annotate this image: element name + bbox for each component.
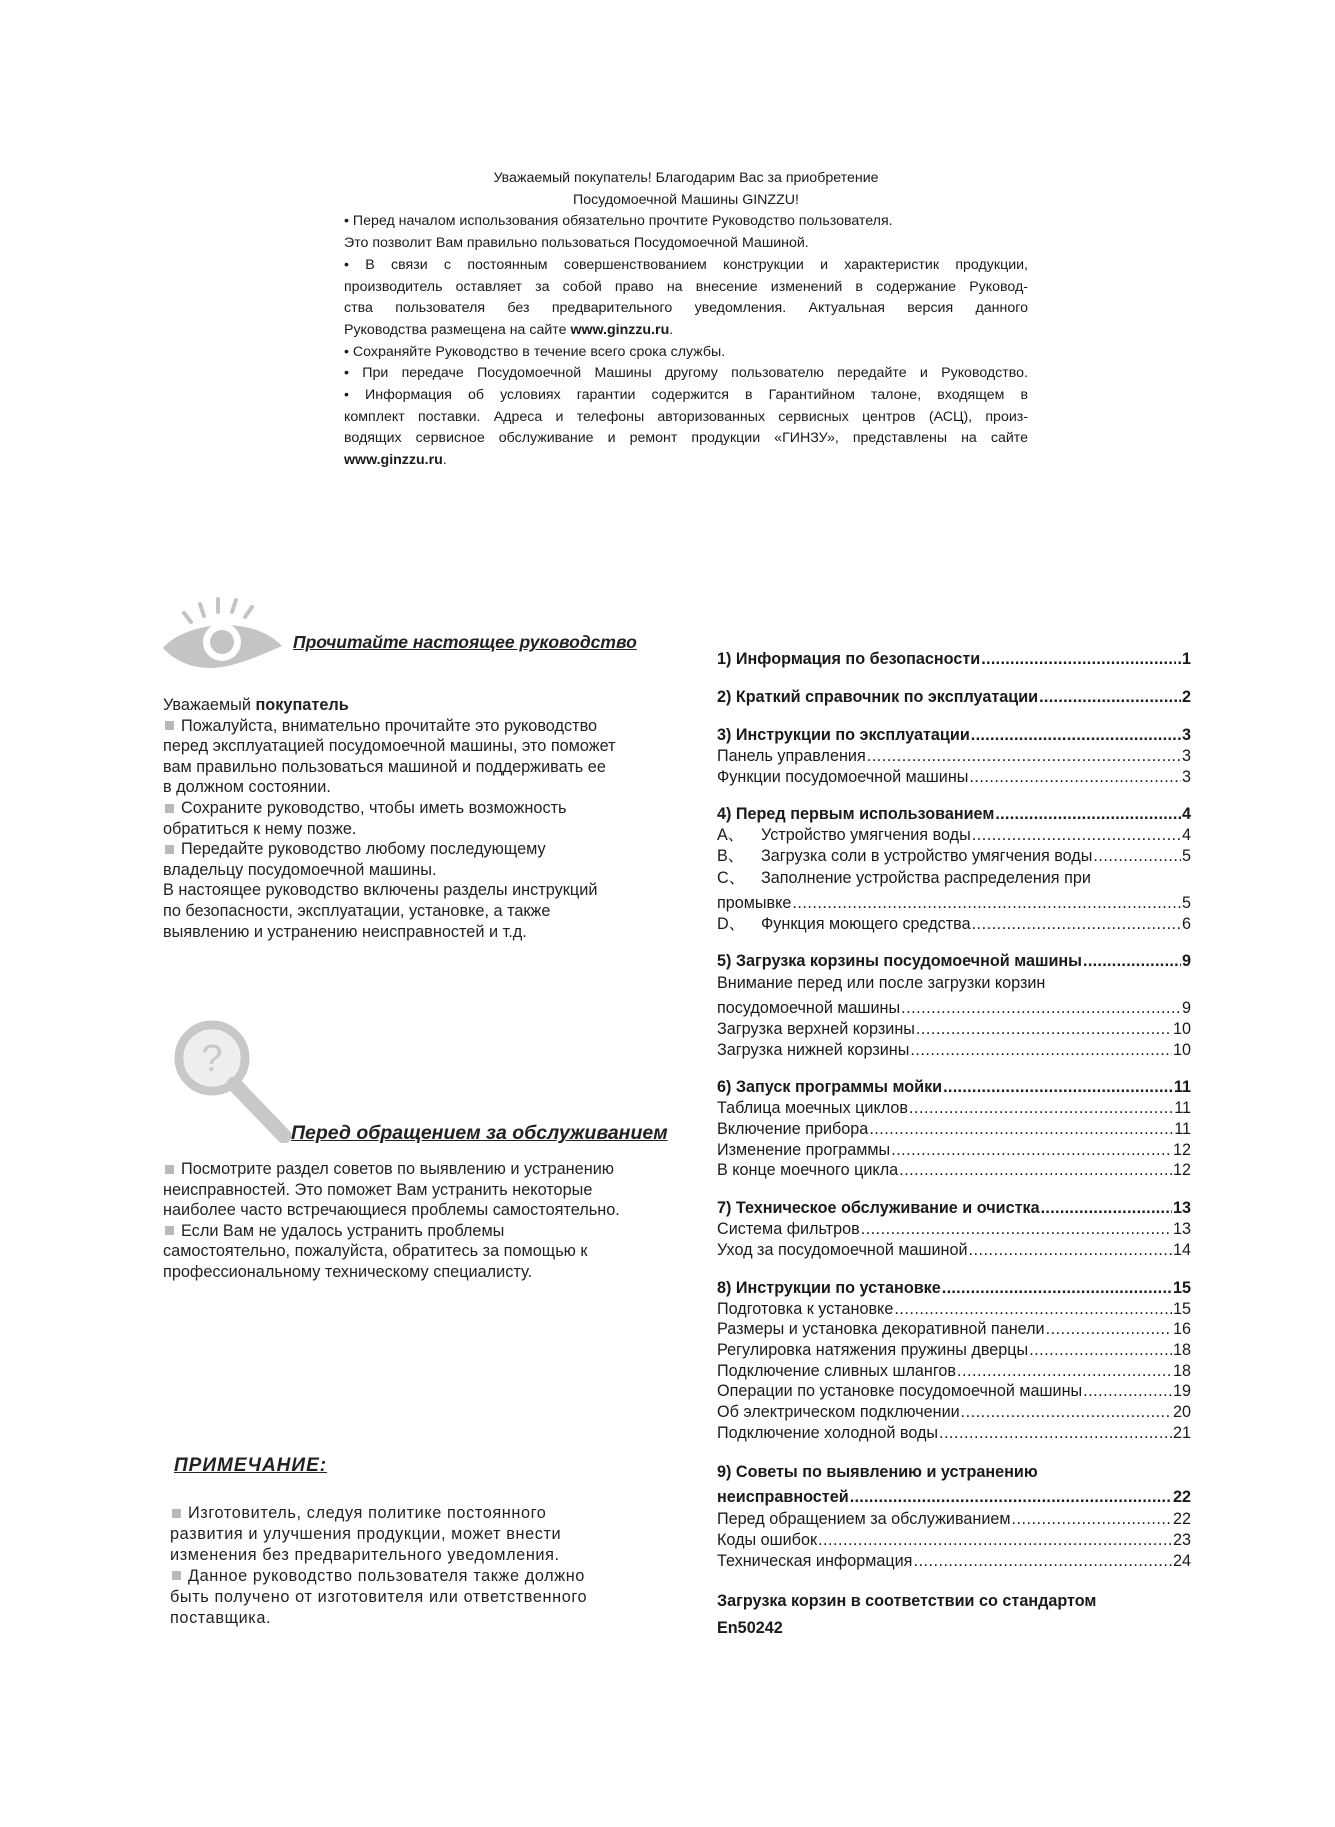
toc-leader [1083, 1381, 1172, 1402]
toc-title: 8) Инструкции по установке [717, 1278, 941, 1297]
toc-item-title: Подключение сливных шлангов [717, 1361, 957, 1380]
toc-page: 3 [1181, 726, 1191, 744]
toc-leader [969, 767, 1181, 788]
toc-leader [961, 1402, 1172, 1423]
toc-item[interactable] [717, 1361, 1191, 1382]
toc-item-title: Регулировка натяжения пружины дверцы [717, 1340, 1029, 1359]
service-line-text: Если Вам не удалось устранить проблемы [181, 1221, 505, 1240]
toc-item[interactable] [717, 1299, 1191, 1320]
toc-item-title [717, 846, 1092, 867]
toc-item[interactable] [717, 1140, 1191, 1161]
read-line [163, 798, 616, 819]
toc-item-letter: A、 [717, 826, 744, 845]
toc-heading[interactable] [717, 1076, 1191, 1098]
toc-leader [891, 1140, 1172, 1161]
read-manual-text [163, 695, 616, 942]
toc-item[interactable] [717, 825, 1191, 846]
service-line: профессиональному техническому специалисту. [163, 1262, 533, 1281]
intro-p2c: ства пользователя без предварительного уведомления. Актуальная версия данного [344, 300, 1028, 317]
toc-item[interactable] [717, 1119, 1191, 1140]
toc-leader [869, 1119, 1173, 1140]
toc-heading[interactable] [717, 950, 1191, 972]
toc-page: 12 [1172, 1161, 1191, 1180]
toc-page: 3 [1181, 767, 1191, 786]
toc-page: 21 [1172, 1423, 1191, 1442]
greeting [163, 695, 616, 716]
toc-page: 10 [1172, 1019, 1191, 1038]
toc-page: .1 [1177, 650, 1191, 668]
service-line: неисправностей. Это поможет Вам устранить некоторые [163, 1180, 593, 1199]
toc-item[interactable] [717, 1040, 1191, 1061]
read-line: владельцу посудомоечной машины. [163, 860, 437, 879]
toc-heading[interactable] [717, 724, 1191, 746]
note-line: развития и улучшения продукции, может внести [170, 1524, 562, 1543]
toc-page: 22 [1172, 1488, 1191, 1507]
toc-item[interactable] [717, 1530, 1191, 1551]
intro-p5a: • Информация об условиях гарантии содержится в Гарантийном талоне, входящем в [344, 387, 1028, 404]
toc-leader [913, 1551, 1172, 1572]
toc-item-title: Размеры и установка декоративной панели [717, 1320, 1045, 1339]
toc-page: 16 [1172, 1320, 1191, 1339]
toc-item[interactable] [717, 1019, 1191, 1040]
service-line-text: Посмотрите раздел советов по выявлению и устранению [181, 1160, 615, 1178]
toc-leader [957, 1361, 1172, 1382]
toc-item-title [717, 825, 971, 846]
square-bullet-icon [165, 1165, 174, 1174]
toc-page: 11 [1173, 1078, 1191, 1097]
toc-leader [916, 1019, 1172, 1040]
toc-leader [1029, 1340, 1172, 1361]
toc-page: 5 [1181, 847, 1191, 866]
toc-item[interactable] [717, 1402, 1191, 1423]
toc-item-title: Панель управления [717, 747, 866, 765]
toc-leader [981, 648, 1176, 670]
toc-final-line2: En50242 [717, 1618, 783, 1637]
toc-section-3 [717, 724, 1191, 787]
toc-item-text: Загрузка соли в устройство умягчения воды [761, 847, 1093, 866]
toc-title: 7) Техническое обслуживание и очистка [717, 1199, 1040, 1218]
service-line [163, 1221, 620, 1242]
svg-text:?: ? [201, 1038, 223, 1080]
toc-leader [1041, 1197, 1172, 1219]
toc-item-title: Загрузка нижней корзины [717, 1040, 910, 1059]
intro-p1b: Это позволит Вам правильно пользоваться Посудомоечной Машиной. [344, 235, 809, 252]
read-line: по безопасности, эксплуатации, установке, а также [163, 901, 551, 920]
toc-heading[interactable] [717, 648, 1191, 670]
toc-leader [850, 1485, 1172, 1509]
toc-item-text: Заполнение устройства распределения при [761, 868, 1091, 887]
note-line-text: Изготовитель, следуя политике постоянного [188, 1504, 547, 1522]
toc-page: 14 [1172, 1240, 1191, 1259]
toc-page: 24 [1172, 1551, 1191, 1570]
toc-item[interactable] [717, 1098, 1191, 1119]
toc-section-9 [717, 1459, 1191, 1571]
read-line [163, 839, 616, 860]
read-line: обратиться к нему позже. [163, 819, 357, 838]
toc-item-title: Об электрическом подключении [717, 1403, 960, 1422]
toc-item[interactable] [717, 1551, 1191, 1572]
intro-p5d [344, 450, 1028, 472]
toc-page: 11 [1174, 1099, 1191, 1118]
toc-page: 5 [1181, 893, 1191, 912]
intro-p2a: • В связи с постоянным совершенствованием конструкции и характеристик продукции, [344, 256, 1028, 273]
toc-page: 9 [1181, 999, 1191, 1018]
intro-p5d-end: . [442, 452, 447, 469]
toc-leader [1012, 1509, 1172, 1530]
square-bullet-icon [165, 1226, 174, 1235]
toc-page: 6 [1181, 914, 1191, 933]
toc-heading[interactable] [717, 1277, 1191, 1299]
toc-section-1 [717, 648, 1191, 670]
square-bullet-icon [165, 804, 174, 813]
toc-item[interactable] [717, 1340, 1191, 1361]
read-line-text: Передайте руководство любому последующему [181, 840, 546, 859]
toc-item[interactable] [717, 1160, 1191, 1181]
toc-leader [969, 1240, 1172, 1261]
toc-leader [867, 746, 1181, 767]
toc-item-title: Уход за посудомоечной машиной [717, 1240, 968, 1259]
magnifier-question-icon [172, 1018, 296, 1143]
square-bullet-icon [172, 1571, 181, 1580]
toc-heading[interactable] [717, 1197, 1191, 1219]
toc-page: 22 [1172, 1510, 1191, 1529]
toc-page: 10 [1172, 1040, 1191, 1059]
toc-page: 13 [1172, 1220, 1191, 1239]
read-line: выявлению и устранению неисправностей и т.д. [163, 922, 527, 941]
toc-leader [995, 803, 1181, 825]
toc-item: Внимание перед или после загрузки корзин [717, 974, 1046, 993]
toc-section-2 [717, 686, 1191, 708]
toc-leader [1046, 1319, 1172, 1340]
toc-section-4 [717, 803, 1191, 934]
service-line [163, 1159, 620, 1180]
intro-greeting-line2: Посудомоечной Машины GINZZU! [573, 191, 799, 208]
note-heading: ПРИМЕЧАНИЕ: [174, 1455, 328, 1476]
toc-item[interactable] [717, 1509, 1191, 1530]
toc-page: 4 [1181, 805, 1191, 824]
toc-leader [1039, 686, 1181, 708]
toc-leader [792, 893, 1181, 914]
toc-item-title: Подключение холодной воды [717, 1423, 939, 1442]
note-line [170, 1566, 587, 1587]
toc-page: 2 [1181, 688, 1191, 706]
toc-leader [1093, 846, 1181, 867]
toc-page: 18 [1172, 1361, 1191, 1380]
toc-leader [901, 998, 1181, 1019]
toc-item-title: Функции посудомоечной машины [717, 767, 969, 786]
toc-heading-line1[interactable]: 9) Советы по выявлению и устранению [717, 1463, 1038, 1482]
toc-item-title: Техническая информация [717, 1551, 913, 1570]
intro-greeting-line1: Уважаемый покупатель! Благодарим Вас за приобретение [493, 170, 879, 186]
toc-item-title: Система фильтров [717, 1220, 860, 1239]
read-line: перед эксплуатацией посудомоечной машины, это поможет [163, 737, 616, 756]
toc-item-title: промывке [717, 893, 792, 912]
toc-title: 3) Инструкции по эксплуатации [717, 726, 970, 744]
toc-item[interactable] [717, 867, 1191, 889]
intro-p2d-text: Руководства размещена на сайте [344, 321, 571, 338]
toc-item[interactable] [717, 1381, 1191, 1402]
read-line [163, 716, 616, 737]
toc-item-letter: C、 [717, 868, 745, 887]
toc-item-title: посудомоечной машины [717, 999, 901, 1018]
toc-title: 6) Запуск программы мойки [717, 1078, 943, 1097]
intro-p2b: производитель оставляет за собой право на внесение изменений в содержание Руковод- [344, 278, 1028, 295]
toc-item-title: Подготовка к установке [717, 1299, 894, 1318]
toc-item[interactable] [717, 1319, 1191, 1340]
toc-page: 12 [1172, 1140, 1191, 1159]
toc-item[interactable] [717, 746, 1191, 767]
toc-page: 18 [1172, 1340, 1191, 1359]
toc-item-title: Загрузка верхней корзины [717, 1019, 915, 1038]
eye-icon [160, 596, 285, 676]
website-link[interactable]: www.ginzzu.ru [570, 321, 670, 338]
toc-title: 4) Перед первым использованием [717, 805, 995, 824]
toc-item[interactable] [717, 998, 1191, 1019]
toc-item[interactable] [717, 1423, 1191, 1444]
toc-item-title: Операции по установке посудомоечной машины [717, 1382, 1083, 1401]
toc-leader [972, 914, 1181, 935]
toc-leader [943, 1076, 1173, 1098]
toc-section-7 [717, 1197, 1191, 1260]
toc-leader [909, 1098, 1173, 1119]
toc-final-line1: Загрузка корзин в соответствии со стандартом [717, 1591, 1097, 1610]
toc-leader [972, 825, 1181, 846]
note-text [170, 1503, 587, 1628]
intro-block [344, 168, 1028, 472]
intro-p5c: водящих сервисное обслуживание и ремонт продукции «ГИНЗУ», представлены на сайте [344, 430, 1028, 447]
toc-item[interactable] [717, 893, 1191, 914]
intro-p1: • Перед началом использования обязательно прочтите Руководство пользователя. [344, 213, 893, 230]
toc-item-text: Функция моющего средства [761, 914, 971, 933]
square-bullet-icon [172, 1509, 181, 1518]
toc-item[interactable] [717, 767, 1191, 788]
greeting-text: Уважаемый [163, 696, 256, 714]
toc-heading[interactable] [717, 803, 1191, 825]
note-line [170, 1503, 587, 1524]
toc-item[interactable] [717, 914, 1191, 935]
toc-leader [910, 1040, 1172, 1061]
greeting-bold: покупатель [255, 696, 349, 714]
intro-p3: • Сохраняйте Руководство в течение всего срока службы. [344, 343, 726, 360]
read-line: вам правильно пользоваться машиной и поддерживать ее [163, 757, 606, 776]
read-manual-heading: Прочитайте настоящее руководство [293, 632, 637, 652]
note-line: поставщика. [170, 1608, 272, 1627]
toc-page: 19 [1172, 1382, 1191, 1401]
note-line-text: Данное руководство пользователя также должно [188, 1566, 585, 1585]
toc-item[interactable] [717, 1240, 1191, 1261]
toc-final-note [717, 1588, 1191, 1642]
toc-item-letter: D、 [717, 914, 745, 933]
toc-item-title: Коды ошибок [717, 1531, 818, 1550]
intro-p5b: комплект поставки. Адреса и телефоны авторизованных сервисных центров (АСЦ), произ- [344, 408, 1028, 425]
toc-leader [1083, 950, 1181, 972]
toc-item-title: В конце моечного цикла [717, 1161, 899, 1180]
toc-heading[interactable] [717, 686, 1191, 708]
toc-leader [939, 1423, 1172, 1444]
toc-section-8 [717, 1277, 1191, 1444]
note-line: изменения без предварительного уведомления. [170, 1545, 560, 1564]
toc-title: 5) Загрузка корзины посудомоечной машины [717, 952, 1083, 971]
note-line: быть получено от изготовителя или ответственного [170, 1587, 588, 1606]
toc-title: 2) Краткий справочник по эксплуатации [717, 688, 1039, 706]
toc-leader [894, 1299, 1172, 1320]
toc-item[interactable] [717, 1219, 1191, 1240]
intro-p2d-end: . [669, 321, 674, 338]
toc-item[interactable] [717, 846, 1191, 867]
read-line-text: Пожалуйста, внимательно прочитайте это руководство [181, 716, 598, 735]
read-line: В настоящее руководство включены разделы инструкций [163, 881, 598, 900]
service-line: самостоятельно, пожалуйста, обратитесь за помощью к [163, 1242, 588, 1261]
toc-leader [942, 1277, 1172, 1299]
toc-leader [861, 1219, 1172, 1240]
toc-page: 20 [1172, 1403, 1191, 1422]
square-bullet-icon [165, 721, 174, 730]
toc-page: 3 [1181, 747, 1191, 765]
toc-heading[interactable] [717, 1485, 1191, 1509]
toc-page: 15 [1172, 1278, 1191, 1297]
read-line-text: Сохраните руководство, чтобы иметь возможность [181, 798, 567, 817]
toc-item-title: Изменение программы [717, 1140, 891, 1159]
toc-leader [971, 724, 1181, 746]
toc-item-title: Перед обращением за обслуживанием [717, 1510, 1011, 1529]
toc-page: 9 [1181, 952, 1191, 971]
toc-item-title: Включение прибора [717, 1120, 869, 1139]
toc-item-text: Устройство умягчения воды [761, 826, 971, 845]
square-bullet-icon [165, 845, 174, 854]
toc-item-title [717, 914, 971, 935]
toc-title: 1) Информация по безопасности [717, 650, 981, 668]
toc-page: 13 [1172, 1199, 1191, 1218]
toc-leader [818, 1530, 1172, 1551]
table-of-contents [717, 648, 1191, 1642]
toc-page: 11 [1174, 1120, 1191, 1139]
toc-page: 15 [1172, 1299, 1191, 1318]
toc-page: 4 [1181, 826, 1191, 845]
toc-leader [899, 1160, 1172, 1181]
website-link-2[interactable]: www.ginzzu.ru [344, 452, 443, 469]
intro-p4: • При передаче Посудомоечной Машины другому пользователю передайте и Руководство. [344, 365, 1028, 382]
read-line: в должном состоянии. [163, 778, 331, 797]
toc-item-title: Таблица моечных циклов [717, 1099, 908, 1118]
toc-item-letter: B、 [717, 847, 744, 866]
toc-page: 23 [1172, 1531, 1191, 1550]
toc-section-6 [717, 1076, 1191, 1181]
intro-p2d [344, 320, 1028, 342]
toc-title: неисправностей [717, 1488, 849, 1507]
service-text [163, 1159, 620, 1283]
service-heading: Перед обращением за обслуживанием [291, 1122, 668, 1144]
service-line: наиболее часто встречающиеся проблемы самостоятельно. [163, 1201, 620, 1220]
toc-section-5 [717, 950, 1191, 1060]
